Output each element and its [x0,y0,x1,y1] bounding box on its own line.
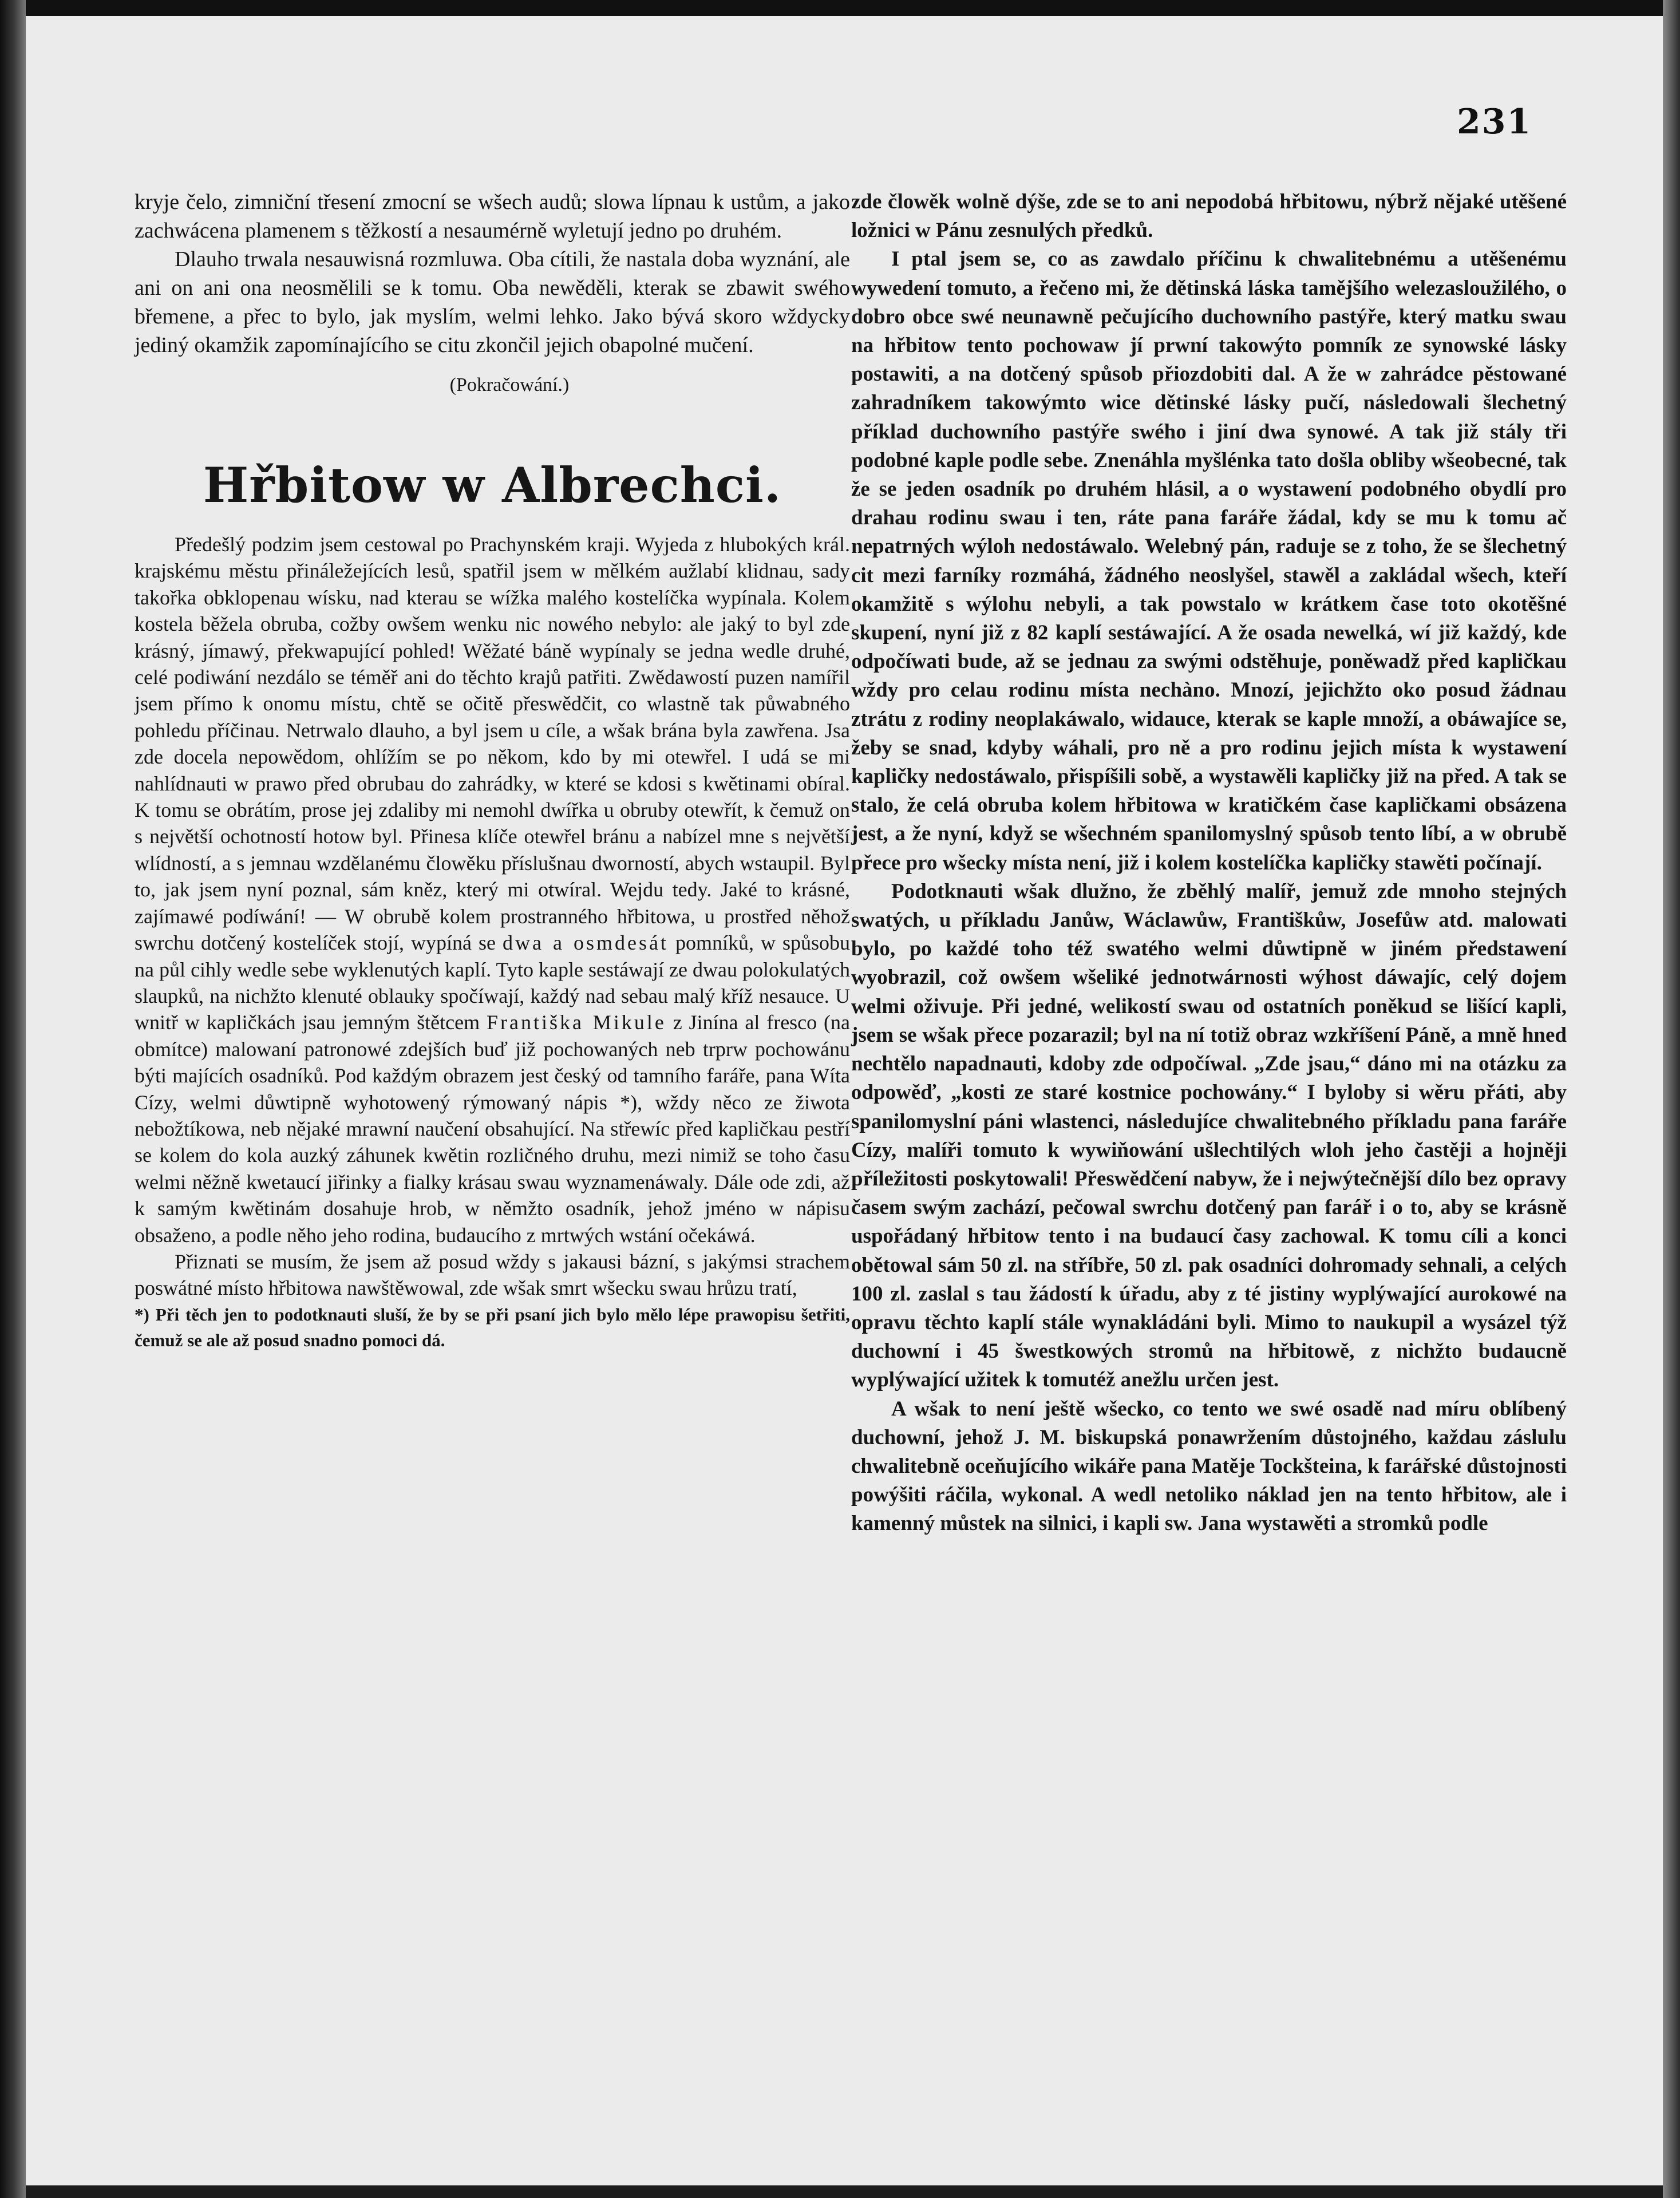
page-number: 231 [1457,102,1532,142]
scan-top-edge [0,0,1680,16]
right-paragraph-3: Podotknauti wšak dlužno, že zběhlý malíř, jemuž zde mnoho stejných swatých, u příkladu Janůw, Wáclawůw, Františkůw, Josefůw atd. malowati bylo, po každé toho též swatého welmi důwtipně w jiném předstawení wyobrazil, což owšem wšeliké jednotwárnosti wýhost dáwajíc, celý dojem welmi oživuje. Při jedné, welikostí swau od ostatních poněkud se lišící kapli, jsem se wšak přece pozarazil; byl na ní totiž obraz wzkříšení Páně, a mně hned nechtělo napadnauti, kdoby zde odpočíwal. „Zde jsau,“ dáno mi na otázku za odpowěď, „kosti ze staré kostnice pochowány.“ I byloby si wěru přáti, aby spanilomyslní páni wlastenci, následujíce chwalitebného příkladu pana faráře Cízy, malíři tomuto k wywiňowání ušlechtilých wloh jeho častěji a hojněji příležitosti poskytowali! Přeswědčení nabyw, že i nejwýtečnější dílo bez opravy časem swým zachází, pečowal swrchu dotčený pan farář i o to, aby se krásně uspořádaný hřbitow tento i na budaucí časy zachowal. K tomu cíli a konci obětowal sám 50 zl. na stříbře, 50 zl. pak osadníci dohromady sehnali, a celých 100 zl. zaslal s tau žádostí k úřadu, aby z té jistiny wyplýwající aurokowé na opravu těchto kaplí stále wynakládáni byli. Mimo to naukupil a wysázel týž duchowní i 45 šwestkowých stromů na hřbitowě, z nichžto budaucně wyplýwající užitek k tomutéž anežlu určen jest. [851,879,1567,1392]
continued-note: (Pokračowání.) [449,374,570,396]
right-column [851,188,1567,1539]
article-text-part-3: z Jinína al fresco (na obmítce) malowaní patronowé zdejších buď již pochowaných neb trprw pochowánu býti majících osadníků. Pod každým obrazem jest český od tamního faráře, pana Wíta Cízy, welmi důwtipně wyhotowený rýmowaný nápis *), wždy něco ze žiwota nebožtíkowa, neb nějaké mrawní naučení obsahující. Na střewíc před kapličkau pestří se kolem do kola auzký záhunek kwětin rozličného druhu, mezi nimiž se toho času welmi něžně kwetaucí jiřinky a fialky krásau swau wyznamenáwaly. Dále ode zdi, až k samým kwětinám dosahuje hrob, w němžto osadník, jehož jméno w nápisu obsaženo, a podle něho jeho rodina, budaucího z mrtwých wstání očekáwá. [135,1011,850,1247]
article-paragraph-2: Přiznati se musím, že jsem až posud wždy s jakausi bázní, s jakýmsi strachem poswátné místo hřbitowa nawštěwowal, zde wšak smrt wšecku swau hrůzu tratí, [135,1250,850,1300]
spaced-phrase: dwa a osmdesát [502,931,669,955]
scan-binding-edge [0,0,26,2198]
footnote: *) Při těch jen to podotknauti sluší, že by se při psaní jich bylo mělo lépe prawopisu šetřiti, čemuž se ale až posud snadno pomoci dá. [135,1304,850,1350]
second-paragraph: Dlauho trwala nesauwisná rozmluwa. Oba cítili, že nastala doba wyznání, ale ani on ani ona neosmělili se k tomu. Oba newěděli, kterak se zbawit swého břemene, a přec to bylo, jak myslím, welmi lehko. Jako bývá skoro wždycky jediný okamžik zapomínajícího se citu zkončil jejich obapolné mučení. [135,247,850,357]
article-paragraph [135,531,850,1248]
book-page [26,16,1663,2185]
article-text-part-2: pomníků, w spůsobu na půl cihly wedle sebe wyklenutých kaplí. Tyto kaple sestáwají ze dwau polokulatých slaupků, na nichžto klenuté oblauky spočíwají, každý nad sebau malý kříž nesauce. U wnitř w kapličkách jsau jemným štětcem [135,931,851,1034]
left-column [135,188,850,1353]
article-title: Hřbitow w Albrechci. [203,457,782,513]
right-paragraph-1: zde člowěk wolně dýše, zde se to ani nepodobá hřbitowu, nýbrž nějaké utěšené ložnici w Pánu zesnulých předků. [851,190,1567,243]
right-paragraph-2: I ptal jsem se, co as zawdalo příčinu k chwalitebnému a utěšenému wywedení tomuto, a řečeno mi, že dětinská láska tamějšího welezasloužilého, o dobro obce swé neunawně pečujícího duchowního pastýře, který matku swau na hřbitow tento pochowaw jí prwní takowýto pomník ze synowské lásky postawiti, a na dotčený spůsob přiozdobiti dal. A že w zahrádce pěstowané zahradníkem takowýmto wice dětinské lásky pučí, následowali šlechetný příklad duchowního pastýře swého i jiní dwa synowé. A tak již stály tři podobné kaple podle sebe. Znenáhla myšlénka tato došla obliby wšeobecné, tak že se jeden osadník po druhém hlásil, a o wystawení podobného obydlí pro drahau rodinu swau i ten, ráte pana faráře žádal, kdy se mu k tomu ač nepatrných wýloh nedostáwalo. Welebný pán, raduje se z toho, že se šlechetný cit mezi farníky rozmáhá, žádného neoslyšel, stawěl a zakládal wšech, kteří okamžitě s wýlohu nebyli, a tak powstalo w krátkem čase toto okotěšné skupení, nyní již z 82 kaplí sestáwající. A že osada newelká, wí již každý, kde odpočíwati bude, až se jednau za swými odstěhuje, poněwadž před kapličkau wždy pro celau rodinu místa nechàno. Mnozí, jejichžto oko posud žádnau ztrátu z rodiny neoplakáwalo, widauce, kterak se kaple množí, a obáwajíce se, žeby se snad, kdyby wáhali, pro ně a pro rodinu jejich místa k wystawení kapličky nedostáwalo, přispíšili sobě, a wystawěli kapličky již na před. A tak se stalo, že celá obruba kolem hřbitowa w kratičkém čase kapličkami obsázena jest, a že nyní, když se wšechném spanilomyslný spůsob tento líbí, a w obrubě přece pro wšecky místa není, již i kolem kostelíčka kapličky stawěti počínají. [851,247,1567,875]
scan-right-edge [1663,0,1680,2198]
opening-paragraph: kryje čelo, zimniční třesení zmocní se wšech audů; slowa lípnau k ustům, a jako zachwácena plamenem s těžkostí a nesaumérně wyletují jedno po druhém. [135,190,850,243]
article-text-part-1: Předešlý podzim jsem cestowal po Prachynském kraji. Wyjeda z hlubokých král. krajskému městu přináležejících lesů, spatřil jsem w mělkém aužlabí klidnau, sady takořka obklopenau wísku, nad kterau se wížka malého kostelíčka wypínala. Kolem kostela běžela obruba, cožby owšem wenku nic nowého nebylo: ale jaký to byl zde krásný, jímawý, překwapující pohled! Wěžaté báně wypínaly se jedna wedle druhé, celé podiwání nezdálo se téměř ani do těchto krajů patřiti. Zwědawostí puzen namířil jsem přímo k onomu místu, chtě se očitě přeswědčit, co wlastně tak půwabného pohledu příčinau. Netrwalo dlauho, a byl jsem u cíle, a wšak brána byla zawřena. Jsa zde docela nepowědom, ohlížím se po někom, kdo by mi otewřel. I udá se mi nahlídnauti w prawo před obrubau do zahrádky, w které se kdosi s kwětinami obíral. K tomu se obrátím, prose jej zdaliby mi nemohl dwířka u obruby otewřít, k čemuž on s největší ochotností hotow byl. Přinesa klíče otewřel bránu a nabízel mne s největší wlídností, a s jemnau wzdělanému člowěku příslušnau dworností, abych wstaupil. Byl to, jak jsem nyní poznal, sám kněz, který mi otwíral. Wejdu tedy. Jaké to krásné, zajímawé podíwání! — W obrubě kolem prostranného hřbitowa, u prostřed něhož swrchu dotčený kostelíček stojí, wypíná se [135,533,850,955]
right-paragraph-4: A wšak to není ještě wšecko, co tento we swé osadě nad míru oblíbený duchowní, jehož J. M. biskupská ponawržením důstojného, každau záslulu chwalitebně oceňujícího wikáře pana Matěje Tockšteina, k farářské důstojnosti powýšiti ráčila, wykonal. A wedl netoliko náklad jen na tento hřbitow, ale i kamenný můstek na silnici, i kapli sw. Jana wystawěti a stromků podle [851,1397,1567,1536]
painter-name: Františka Mikule [486,1011,666,1034]
